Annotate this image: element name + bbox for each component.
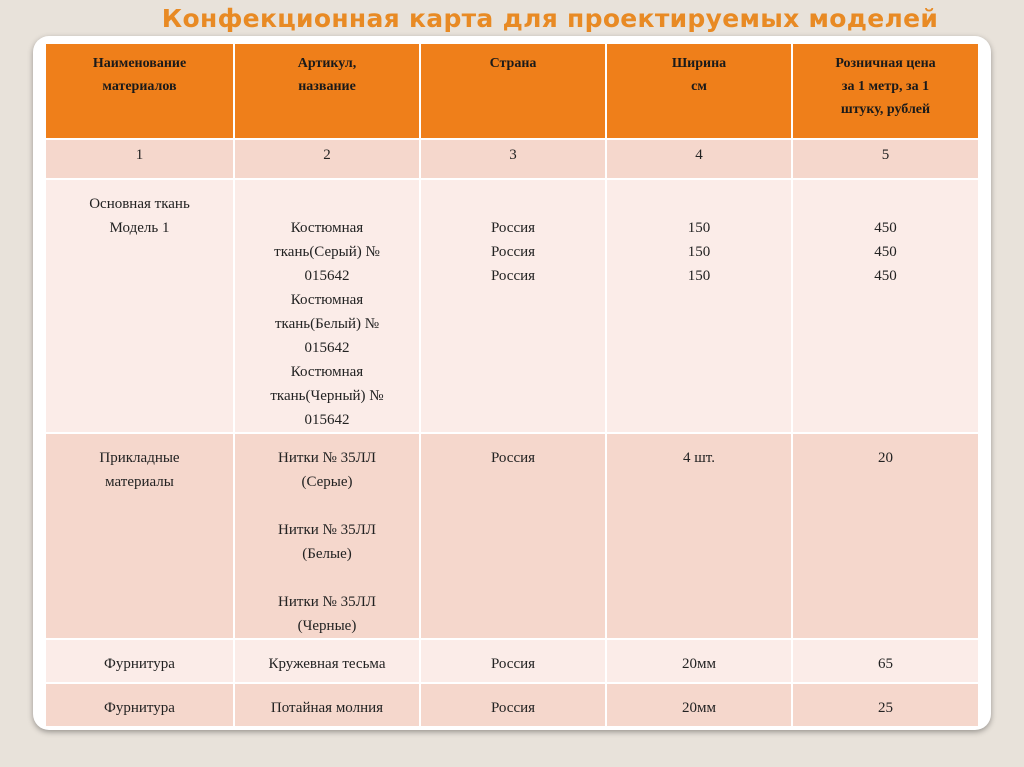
cell-width: 4 шт. (606, 433, 792, 639)
confection-table (44, 42, 980, 728)
table-row (45, 683, 979, 727)
slide-title: Конфекционная карта для проектируемых моделей (161, 4, 939, 33)
cell-name: Прикладные материалы (45, 433, 234, 639)
cell-width: 20мм (606, 639, 792, 683)
column-number: 2 (234, 139, 420, 179)
table-row (45, 179, 979, 433)
header-price: Розничная цена за 1 метр, за 1 штуку, рублей (792, 43, 979, 139)
column-number-row (45, 139, 979, 179)
column-number: 5 (792, 139, 979, 179)
cell-price: 25 (792, 683, 979, 727)
cell-width: 150 150 150 (606, 179, 792, 433)
cell-article: Потайная молния (234, 683, 420, 727)
cell-article: Костюмная ткань(Серый) № 015642 Костюмная ткань(Белый) № 015642 Костюмная ткань(Черный) № 015642 (234, 179, 420, 433)
header-width: Ширина см (606, 43, 792, 139)
column-number: 3 (420, 139, 606, 179)
column-number: 1 (45, 139, 234, 179)
cell-price: 20 (792, 433, 979, 639)
header-name: Наименование материалов (45, 43, 234, 139)
cell-name: Основная ткань Модель 1 (45, 179, 234, 433)
cell-country: Россия (420, 433, 606, 639)
cell-article: Кружевная тесьма (234, 639, 420, 683)
header-country: Страна (420, 43, 606, 139)
cell-width: 20мм (606, 683, 792, 727)
cell-price: 450 450 450 (792, 179, 979, 433)
column-number: 4 (606, 139, 792, 179)
table-row (45, 433, 979, 639)
cell-name: Фурнитура (45, 639, 234, 683)
cell-name: Фурнитура (45, 683, 234, 727)
cell-price: 65 (792, 639, 979, 683)
cell-article: Нитки № 35ЛЛ (Серые) Нитки № 35ЛЛ (Белые) Нитки № 35ЛЛ (Черные) (234, 433, 420, 639)
table-row (45, 639, 979, 683)
cell-country: Россия (420, 639, 606, 683)
cell-country: Россия Россия Россия (420, 179, 606, 433)
header-row (45, 43, 979, 139)
cell-country: Россия (420, 683, 606, 727)
header-article: Артикул, название (234, 43, 420, 139)
